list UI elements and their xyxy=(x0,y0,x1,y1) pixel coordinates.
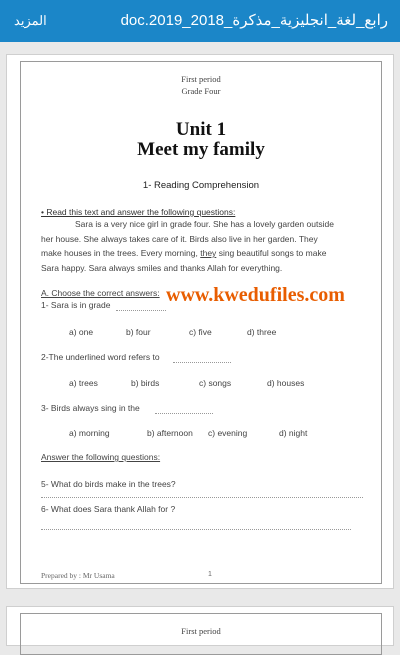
period-label: First period xyxy=(181,626,221,636)
answer-blank xyxy=(155,413,213,414)
q3-option-b: b) afternoon xyxy=(147,428,193,438)
document-page-2[interactable] xyxy=(6,606,394,646)
q2-option-c: c) songs xyxy=(199,378,232,388)
q1-option-d: d) three xyxy=(247,327,277,337)
app-bar xyxy=(0,0,400,42)
passage-line: Sara happy. Sara always smiles and thanks Allah for everything. xyxy=(41,262,283,273)
answer-line xyxy=(41,497,363,498)
question-6: 6- What does Sara thank Allah for ? xyxy=(41,504,176,514)
answer-blank xyxy=(116,310,166,311)
grade-label: Grade Four xyxy=(181,86,221,96)
question-1: 1- Sara is in grade xyxy=(41,300,111,310)
q2-option-b: b) birds xyxy=(131,378,160,388)
passage-line: her house. She always takes care of it. Birds also live in her garden. They xyxy=(41,233,318,244)
answer-section-heading: Answer the following questions: xyxy=(41,452,161,462)
question-3: 3- Birds always sing in the xyxy=(41,403,140,413)
answer-blank xyxy=(173,362,231,363)
passage-text: make houses in the trees. Every morning, xyxy=(41,248,198,258)
more-button[interactable]: المزيد xyxy=(14,13,47,28)
part-a-heading: A. Choose the correct answers: xyxy=(41,288,160,298)
page-border xyxy=(20,613,382,655)
period-label: First period xyxy=(181,74,221,84)
q3-option-c: c) evening xyxy=(208,428,248,438)
instruction-text: • Read this text and answer the following questions: xyxy=(41,207,236,217)
page-border xyxy=(20,61,382,584)
unit-heading: Unit 1 xyxy=(175,119,227,140)
footer-author: Prepared by : Mr Usama xyxy=(41,571,115,580)
question-2: 2-The underlined word refers to xyxy=(41,352,160,362)
passage-text: sing beautiful songs to make xyxy=(218,248,327,258)
underlined-word: they xyxy=(200,248,217,258)
reading-passage xyxy=(41,217,376,275)
q1-option-c: c) five xyxy=(189,327,212,337)
q3-option-d: d) night xyxy=(279,428,308,438)
answer-line xyxy=(41,529,351,530)
q2-option-d: d) houses xyxy=(267,378,305,388)
watermark-text: www.kwedufiles.com xyxy=(166,284,345,306)
q3-option-a: a) morning xyxy=(69,428,110,438)
unit-title: Meet my family xyxy=(137,139,265,160)
footer-page-number: 1 xyxy=(208,571,212,578)
question-5-text: 5- What do birds make in the trees? xyxy=(41,479,176,489)
q1-option-b: b) four xyxy=(126,327,151,337)
passage-line: Sara is a very nice girl in grade four. She has a lovely garden outside xyxy=(75,219,334,229)
passage-line xyxy=(41,246,376,261)
section-heading: 1- Reading Comprehension xyxy=(142,180,260,191)
document-title: رابع_لغة_انجليزية_مذكرة_2018_2019.doc xyxy=(120,12,388,29)
q1-option-a: a) one xyxy=(69,327,94,337)
document-page-1[interactable] xyxy=(6,54,394,589)
q2-option-a: a) trees xyxy=(69,378,98,388)
